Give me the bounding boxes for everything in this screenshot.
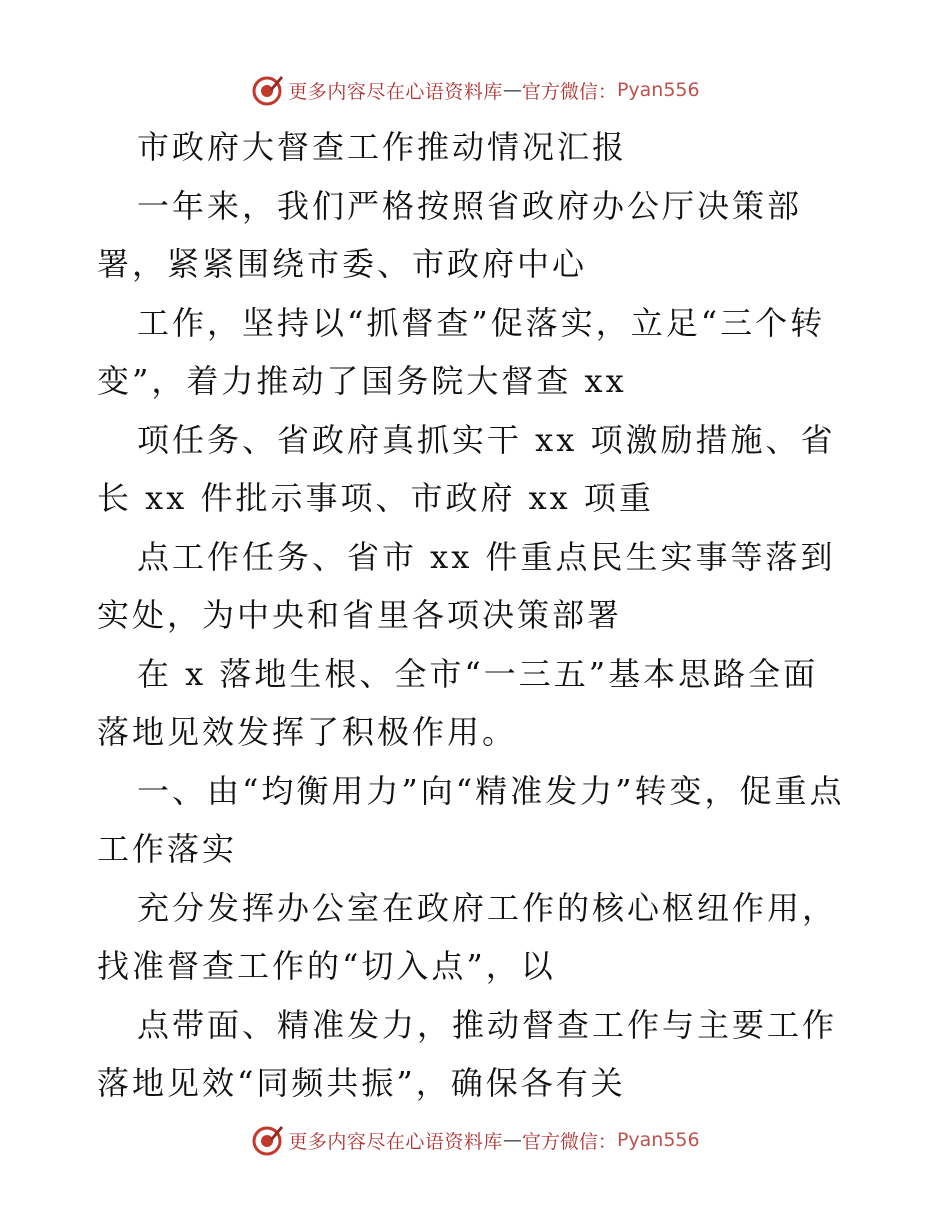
document-title: 市政府大督查工作推动情况汇报 — [137, 128, 628, 166]
paragraph: 点带面、精准发力，推动督查工作与主要工作落地见效“同频共振”，确保各有关 — [97, 1005, 838, 1102]
quill-logo-icon — [250, 73, 284, 107]
watermark-wechat-label: 官方微信： — [521, 1130, 617, 1153]
watermark-wechat-id: Pyan556 — [616, 1129, 700, 1151]
watermark-main-text: 更多内容尽在心语资料库 — [288, 1130, 503, 1153]
watermark-main-text: 更多内容尽在心语资料库 — [288, 80, 503, 103]
watermark-wechat-id: Pyan556 — [616, 79, 700, 101]
paragraph: 工作，坚持以“抓督查”促落实，立足“三个转变”，着力推动了国务院大督查 xx — [97, 303, 826, 400]
footer-watermark — [0, 1120, 950, 1160]
quill-logo-icon — [250, 1123, 284, 1157]
paragraph: 在 x 落地生根、全市“一三五”基本思路全面落地见效发挥了积极作用。 — [97, 654, 819, 751]
watermark-dash: — — [502, 1129, 522, 1151]
document-body — [97, 118, 853, 1113]
section-heading: 一、由“均衡用力”向“精准发力”转变，促重点工作落实 — [97, 771, 845, 868]
header-watermark — [0, 70, 950, 110]
paragraph: 一年来，我们严格按照省政府办公厅决策部署，紧紧围绕市委、市政府中心 — [97, 186, 803, 283]
watermark-wechat-label: 官方微信： — [521, 80, 617, 103]
paragraph: 项任务、省政府真抓实干 xx 项激励措施、省长 xx 件批示事项、市政府 xx 项重 — [97, 420, 836, 517]
paragraph: 充分发挥办公室在政府工作的核心枢纽作用，找准督查工作的“切入点”，以 — [97, 888, 838, 985]
watermark-dash: — — [502, 79, 522, 101]
paragraph: 点工作任务、省市 xx 件重点民生实事等落到实处，为中央和省里各项决策部署 — [97, 537, 836, 634]
